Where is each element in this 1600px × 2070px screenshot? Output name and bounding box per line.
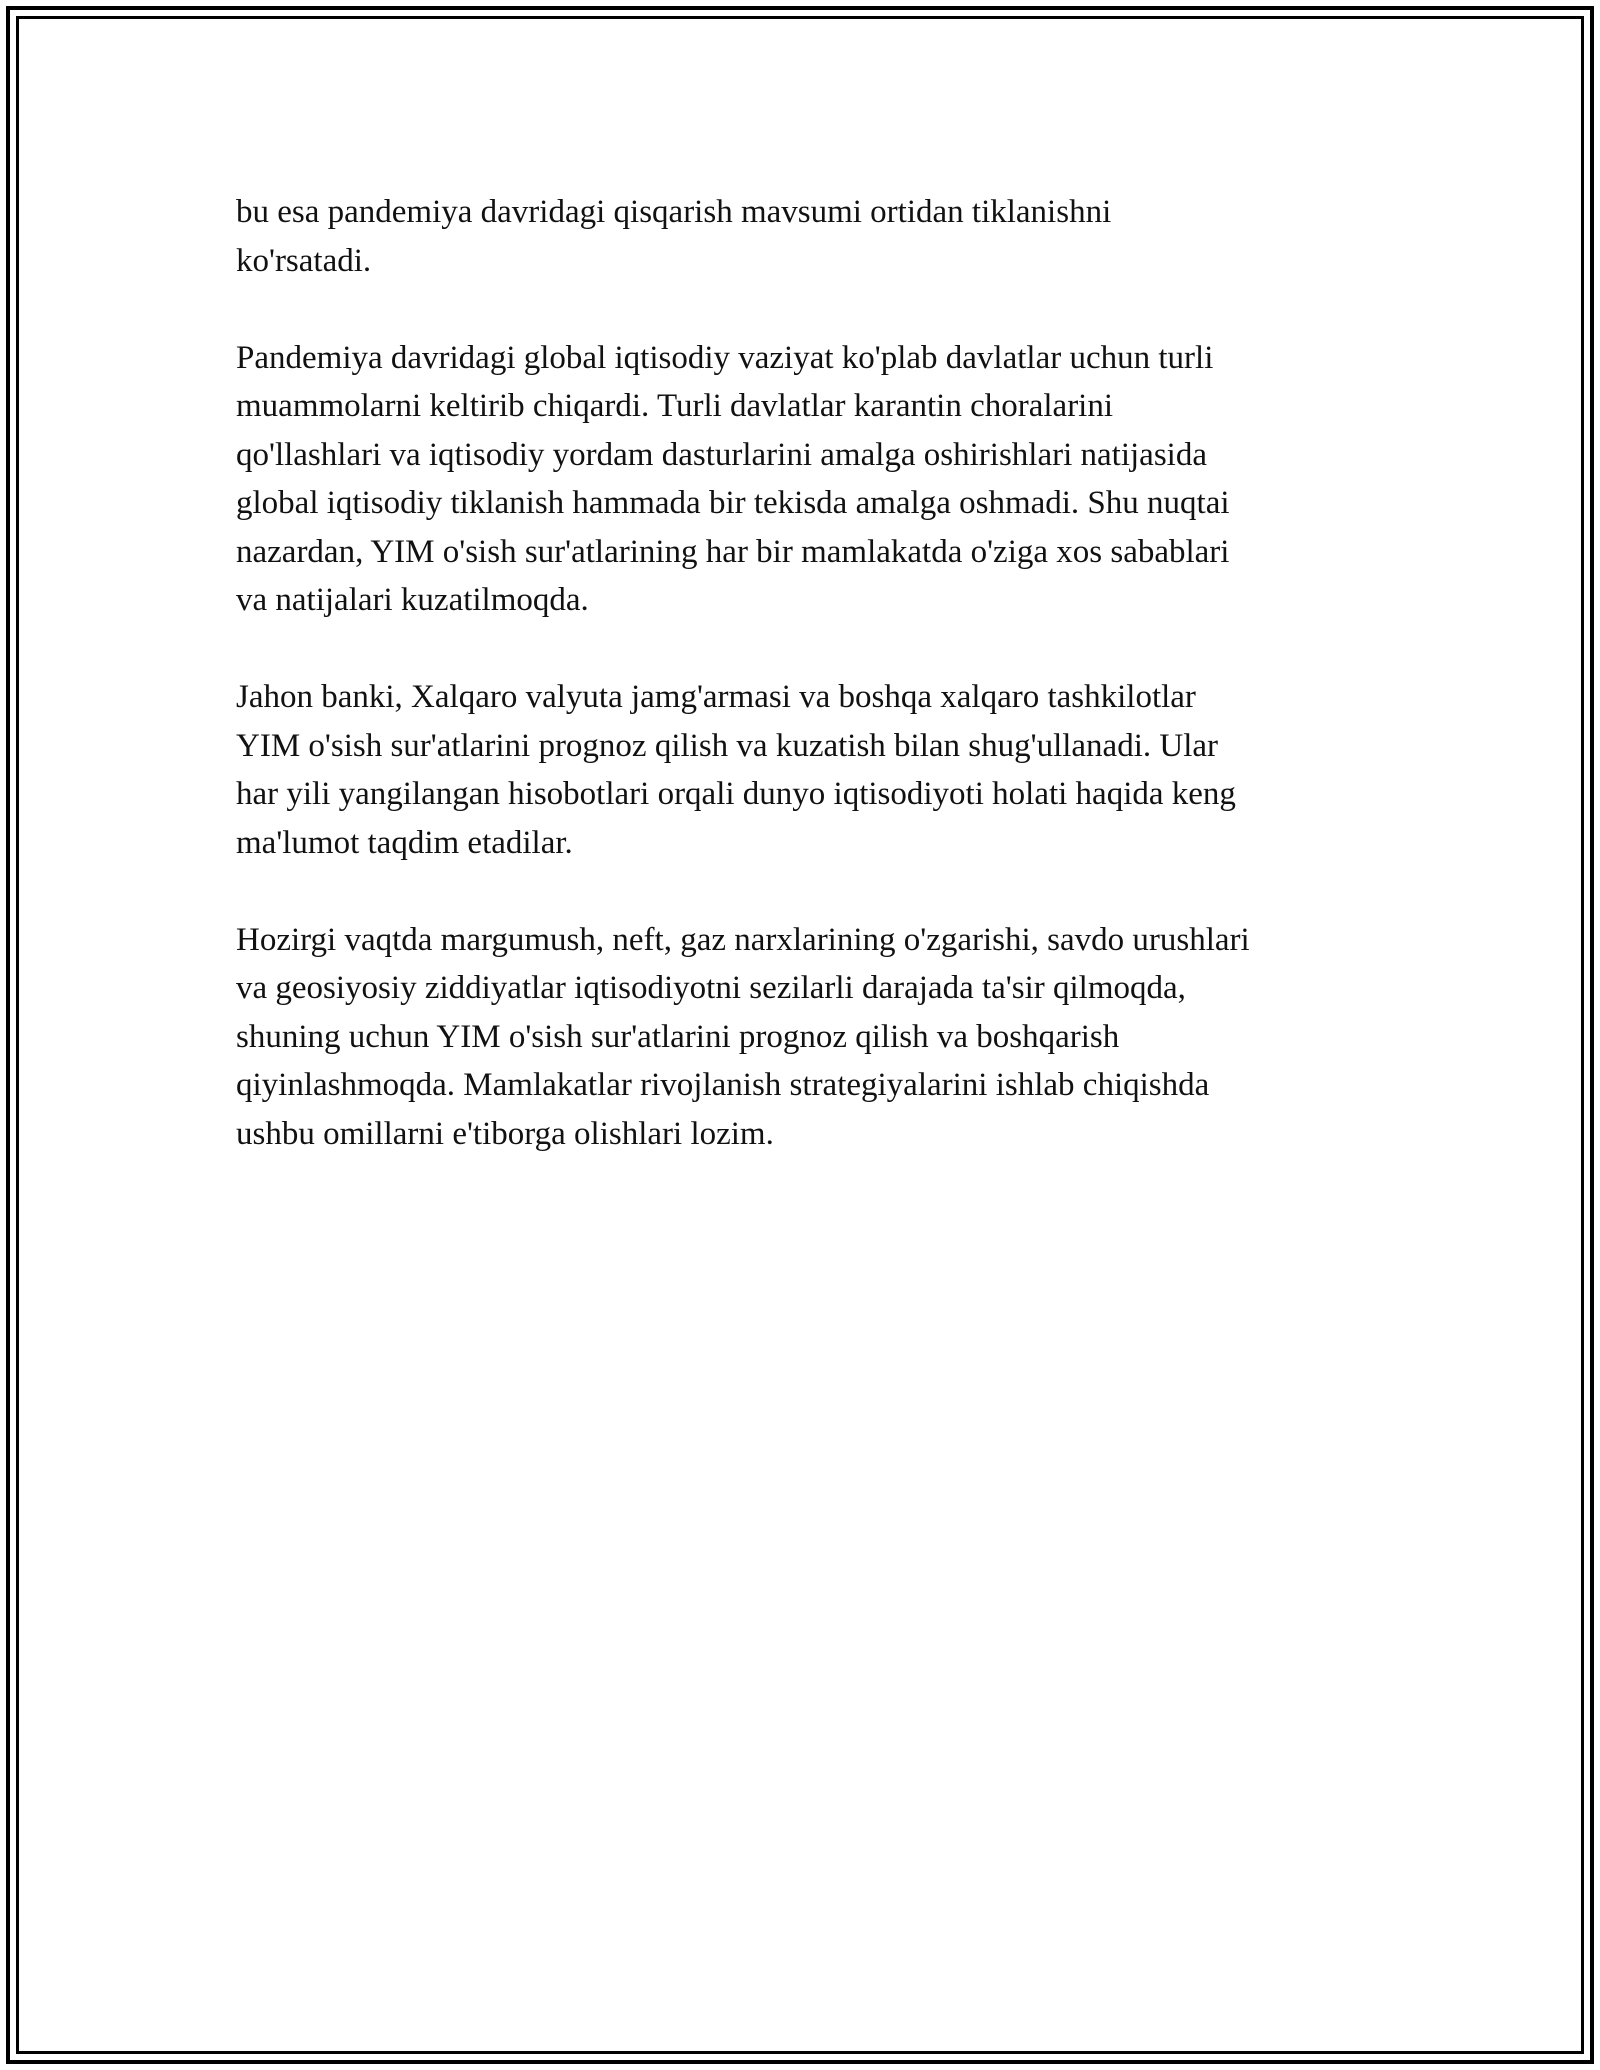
paragraph-continuation: bu esa pandemiya davridagi qisqarish mavsumi ortidan tiklanishni ko'rsatadi. [236,194,1112,279]
paragraph-international-organizations: Jahon banki, Xalqaro valyuta jamg'armasi va boshqa xalqaro tashkilotlar YIM o'sish sur'atlarini prognoz qilish va kuzatish bilan shug'ullanadi. Ular har yili yangilangan hisobotlari orqali dunyo iqtisodiyoti holati haqida keng ma'lumot taqdim etadilar. [236,679,1236,861]
paragraph-current-factors: Hozirgi vaqtda margumush, neft, gaz narxlarining o'zgarishi, savdo urushlari va geosiyosiy ziddiyatlar iqtisodiyotni sezilarli darajada ta'sir qilmoqda, shuning uchun YIM o'sish sur'atlarini prognoz qilish va boshqarish qiyinlashmoqda. Mamlakatlar rivojlanish strategiyalarini ishlab chiqishda ushbu omillarni e'tiborga olishlari lozim. [236,921,1250,1152]
document-body [236,188,1376,1207]
paragraph-pandemic-economy: Pandemiya davridagi global iqtisodiy vaziyat ko'plab davlatlar uchun turli muammolarni keltirib chiqardi. Turli davlatlar karantin choralarini qo'llashlari va iqtisodiy yordam dasturlarini amalga oshirishlari natijasida global iqtisodiy tiklanish hammada bir tekisda amalga oshmadi. Shu nuqtai nazardan, YIM o'sish sur'atlarining har bir mamlakatda o'ziga xos sabablari va natijalari kuzatilmoqda. [236,339,1230,618]
